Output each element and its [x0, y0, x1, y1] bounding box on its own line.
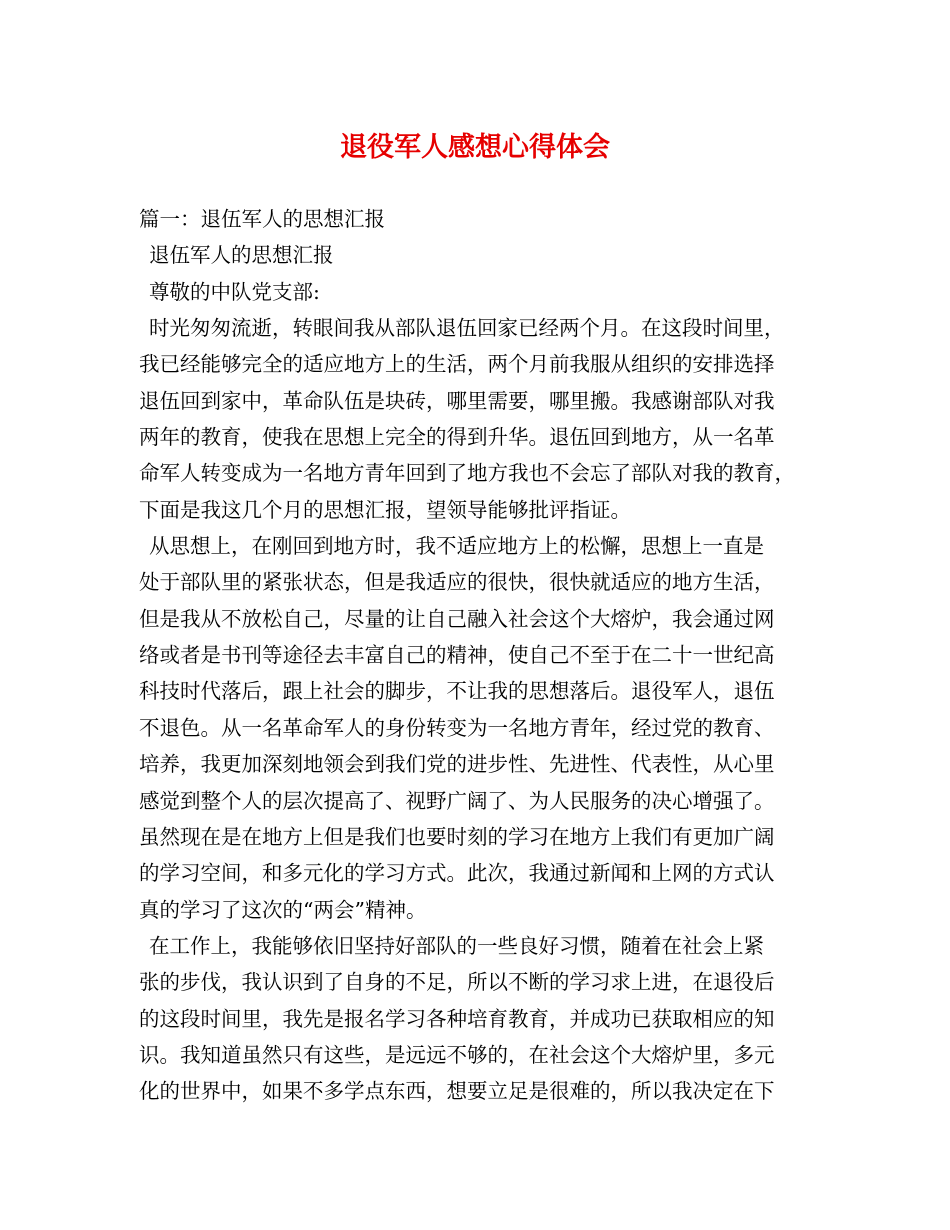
paragraph-line: 培养，我更加深刻地领会到我们党的进步性、先进性、代表性，从心里 [139, 752, 775, 777]
paragraph-line: 我已经能够完全的适应地方上的生活，两个月前我服从组织的安排选择 [139, 352, 775, 377]
paragraph-line: 在工作上，我能够依旧坚持好部队的一些良好习惯，随着在社会上紧 [149, 933, 764, 958]
paragraph-line: 不退色。从一名革命军人的身份转变为一名地方青年，经过党的教育、 [139, 715, 775, 740]
document-body [139, 201, 819, 1110]
paragraph-line: 两年的教育，使我在思想上完全的得到升华。退伍回到地方，从一名革 [139, 425, 775, 450]
paragraph-line: 张的步伐，我认识到了自身的不足，所以不断的学习求上进，在退役后 [139, 970, 775, 995]
paragraph-line: 从思想上，在刚回到地方时，我不适应地方上的松懈，思想上一直是 [149, 534, 764, 559]
paragraph-line: 的学习空间，和多元化的学习方式。此次，我通过新闻和上网的方式认 [139, 861, 775, 886]
paragraph-line: 感觉到整个人的层次提高了、视野广阔了、为人民服务的决心增强了。 [139, 788, 775, 813]
salutation: 尊敬的中队党支部: [149, 279, 320, 304]
report-heading: 退伍军人的思想汇报 [149, 243, 334, 268]
paragraph-line: 识。我知道虽然只有这些，是远远不够的，在社会这个大熔炉里，多元 [139, 1042, 775, 1067]
paragraph-line: 但是我从不放松自己，尽量的让自己融入社会这个大熔炉，我会通过网 [139, 606, 775, 631]
paragraph-line: 时光匆匆流逝，转眼间我从部队退伍回家已经两个月。在这段时间里， [149, 316, 785, 341]
paragraph-line: 命军人转变成为一名地方青年回到了地方我也不会忘了部队对我的教育， [139, 461, 795, 486]
paragraph-line: 络或者是书刊等途径去丰富自己的精神，使自己不至于在二十一世纪高 [139, 643, 775, 668]
paragraph-line: 科技时代落后，跟上社会的脚步，不让我的思想落后。退役军人，退伍 [139, 679, 775, 704]
paragraph-line: 下面是我这几个月的思想汇报，望领导能够批评指证。 [139, 497, 631, 522]
paragraph-line: 化的世界中，如果不多学点东西，想要立足是很难的，所以我决定在下 [139, 1079, 775, 1104]
paragraph-line: 虽然现在是在地方上但是我们也要时刻的学习在地方上我们有更加广阔 [139, 824, 775, 849]
paragraph-line: 处于部队里的紧张状态，但是我适应的很快，很快就适应的地方生活， [139, 570, 775, 595]
paragraph-line: 退伍回到家中，革命队伍是块砖，哪里需要，哪里搬。我感谢部队对我 [139, 388, 775, 413]
paragraph-line: 真的学习了这次的“两会”精神。 [139, 897, 427, 922]
section-heading: 篇一：退伍军人的思想汇报 [139, 207, 385, 231]
document-title: 退役军人感想心得体会 [340, 132, 610, 163]
paragraph-line: 的这段时间里，我先是报名学习各种培育教育，并成功已获取相应的知 [139, 1006, 775, 1031]
